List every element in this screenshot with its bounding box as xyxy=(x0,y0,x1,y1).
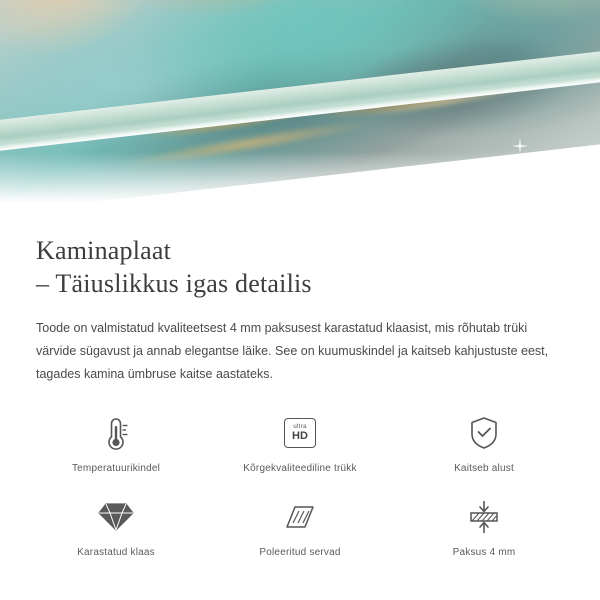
content-section xyxy=(0,222,600,558)
hero-bottom-fade xyxy=(0,152,600,222)
page-title-line-2: – Täiuslikkus igas detailis xyxy=(36,269,312,299)
page-title xyxy=(0,222,600,301)
polished-edges-icon xyxy=(281,496,319,538)
feature-label: Kaitseb alust xyxy=(454,462,514,474)
feature-item-print-quality xyxy=(208,412,392,474)
feature-label: Kõrgekvaliteediline trükk xyxy=(243,462,357,474)
feature-grid xyxy=(24,412,576,558)
ultra-hd-icon xyxy=(284,412,316,454)
thermometer-icon xyxy=(99,412,133,454)
hero-product-image xyxy=(0,0,600,222)
feature-item-thickness xyxy=(392,496,576,558)
diamond-icon xyxy=(97,496,135,538)
feature-item-temperature xyxy=(24,412,208,474)
feature-item-polished-edges xyxy=(208,496,392,558)
ultra-hd-badge-bottom: HD xyxy=(292,429,308,442)
ultra-hd-badge-top: ultra xyxy=(293,423,307,430)
thickness-arrows-icon xyxy=(465,496,503,538)
feature-label: Paksus 4 mm xyxy=(452,546,516,558)
product-description: Toode on valmistatud kvaliteetsest 4 mm paksusest karastatud klaasist, mis rõhutab trüki värvide sügavust ja annab elegantse läike. See on kuumuskindel ja kaitseb kahjustuste eest, tagades kamina ümbruse kaitse aastateks. xyxy=(36,320,549,381)
page-title-line-1: Kaminaplaat xyxy=(36,236,172,265)
feature-label: Poleeritud servad xyxy=(259,546,341,558)
feature-item-surface-protection xyxy=(392,412,576,474)
feature-item-tempered-glass xyxy=(24,496,208,558)
feature-label: Temperatuurikindel xyxy=(71,462,161,474)
feature-label: Karastatud klaas xyxy=(77,546,155,558)
shield-check-icon xyxy=(467,412,501,454)
